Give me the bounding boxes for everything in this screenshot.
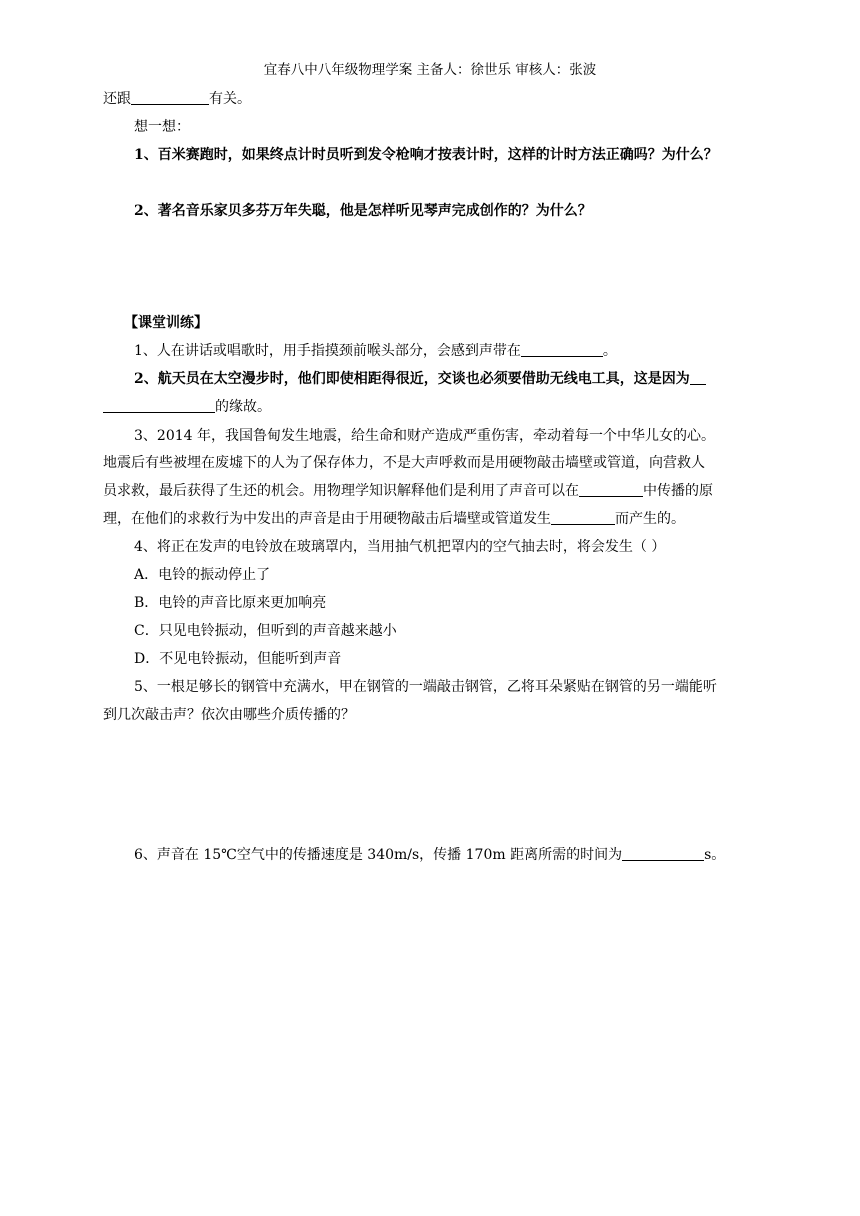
training-q3-line4-suffix: 而产生的。 (615, 511, 685, 527)
section-title-training: 【课堂训练】 (124, 315, 208, 331)
training-q3-line3-suffix: 中传播的原 (643, 483, 713, 499)
option-d[interactable]: D．不见电铃振动，但能听到声音 (134, 651, 342, 667)
answer-blank[interactable] (103, 398, 215, 413)
training-q2-line2 (103, 397, 271, 417)
training-q3-line2: 地震后有些被埋在废墟下的人为了保存体力，不是大声呼救而是用硬物敲击墙壁或管道，向营救人 (103, 455, 705, 471)
training-q5-line2: 到几次敲击声？依次由哪些介质传播的？ (103, 707, 355, 723)
training-q5-line1: 5、一根足够长的钢管中充满水，甲在钢管的一端敲击钢管，乙将耳朵紧贴在钢管的另一端能听 (134, 679, 717, 695)
training-q2-suffix: 的缘故。 (215, 399, 271, 415)
answer-blank[interactable] (131, 90, 209, 105)
training-q2-line1 (134, 369, 706, 389)
training-q1 (134, 341, 617, 361)
training-q3-line3-text: 员求救，最后获得了生还的机会。用物理学知识解释他们是利用了声音可以在 (103, 483, 579, 499)
training-q3-line3 (103, 481, 713, 501)
training-q6 (134, 845, 725, 865)
think-title: 想一想： (134, 119, 190, 135)
training-q6-text: 6、声音在 15℃空气中的传播速度是 340m/s，传播 170m 距离所需的时间为 (134, 847, 623, 863)
intro-prefix: 还跟 (103, 91, 131, 107)
page-header: 宜春八中八年级物理学案 主备人：徐世乐 审核人：张波 (263, 62, 597, 78)
training-q1-text: 1、人在讲话或唱歌时，用手指摸颈前喉头部分，会感到声带在 (134, 343, 521, 359)
answer-blank[interactable] (521, 342, 603, 357)
option-a[interactable]: A．电铃的振动停止了 (134, 567, 271, 583)
answer-blank[interactable] (579, 482, 643, 497)
think-question-1: 1、百米赛跑时，如果终点计时员听到发令枪响才按表计时，这样的计时方法正确吗？为什么？ (134, 147, 718, 163)
answer-blank[interactable] (690, 370, 706, 385)
training-q3-line4 (103, 509, 685, 529)
option-b[interactable]: B．电铃的声音比原来更加响亮 (134, 595, 327, 611)
training-q1-suffix: 。 (602, 343, 617, 359)
training-q3-line4-text: 理，在他们的求救行为中发出的声音是由于用硬物敲击后墙壁或管道发生 (103, 511, 551, 527)
training-q3-line1: 3、2014 年，我国鲁甸发生地震，给生命和财产造成严重伤害，牵动着每一个中华儿女的心。 (134, 428, 715, 444)
option-c[interactable]: C．只见电铃振动，但听到的声音越来越小 (134, 623, 397, 639)
training-q6-suffix: s。 (704, 847, 726, 863)
answer-blank[interactable] (551, 510, 615, 525)
training-q2-text: 2、航天员在太空漫步时，他们即使相距得很近，交谈也必须要借助无线电工具，这是因为 (134, 371, 690, 387)
intro-line (103, 89, 251, 109)
intro-suffix: 有关。 (209, 91, 251, 107)
training-q4-stem: 4、将正在发声的电铃放在玻璃罩内，当用抽气机把罩内的空气抽去时，将会发生（ ） (134, 539, 666, 555)
think-question-2: 2、著名音乐家贝多芬万年失聪，他是怎样听见琴声完成创作的？为什么？ (134, 203, 592, 219)
answer-blank[interactable] (622, 846, 704, 861)
